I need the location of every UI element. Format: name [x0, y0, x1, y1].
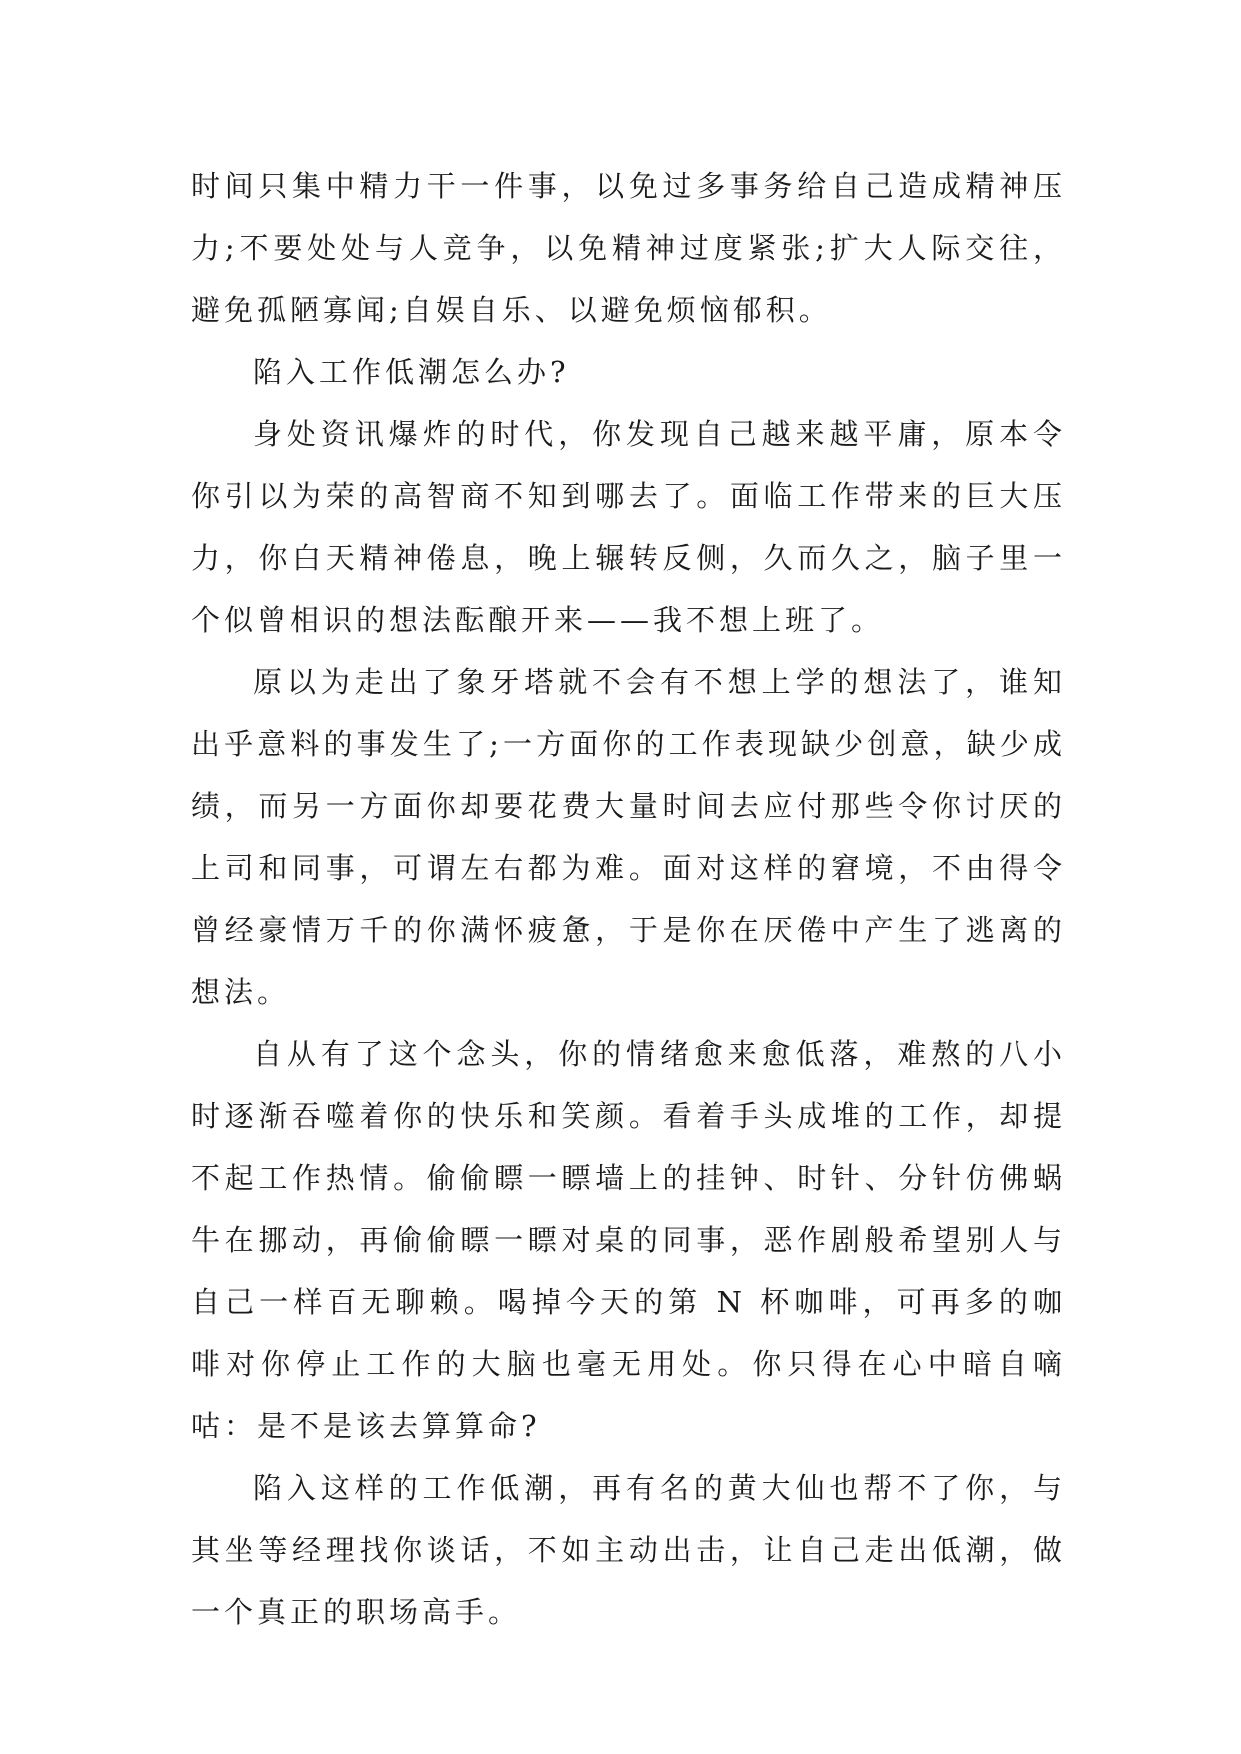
paragraph-5: 陷入这样的工作低潮，再有名的黄大仙也帮不了你，与其坐等经理找你谈话，不如主动出击，让自己走出低潮，做一个真正的职场高手。 — [191, 1471, 1066, 1629]
paragraph-1: 时间只集中精力干一件事，以免过多事务给自己造成精神压力;不要处处与人竞争，以免精神过度紧张;扩大人际交往，避免孤陋寡闻;自娱自乐、以避免烦恼郁积。 — [191, 169, 1066, 327]
paragraph-4: 自从有了这个念头，你的情绪愈来愈低落，难熬的八小时逐渐吞噬着你的快乐和笑颜。看着手头成堆的工作，却提不起工作热情。偷偷瞟一瞟墙上的挂钟、时针、分针仿佛蜗牛在挪动，再偷偷瞟一瞟对桌的同事，恶作剧般希望别人与自己一样百无聊赖。喝掉今天的第 N 杯咖啡，可再多的咖啡对你停止工作的大脑也毫无用处。你只得在心中暗自嘀咕：是不是该去算算命? — [191, 1037, 1066, 1443]
document-body — [191, 155, 1066, 1643]
paragraph-3: 原以为走出了象牙塔就不会有不想上学的想法了，谁知出乎意料的事发生了;一方面你的工作表现缺少创意，缺少成绩，而另一方面你却要花费大量时间去应付那些令你讨厌的上司和同事，可谓左右都为难。面对这样的窘境，不由得令曾经豪情万千的你满怀疲惫，于是你在厌倦中产生了逃离的想法。 — [191, 665, 1066, 1009]
section-heading: 陷入工作低潮怎么办? — [253, 355, 570, 389]
paragraph-2: 身处资讯爆炸的时代，你发现自己越来越平庸，原本令你引以为荣的高智商不知到哪去了。面临工作带来的巨大压力，你白天精神倦息，晚上辗转反侧，久而久之，脑子里一个似曾相识的想法酝酿开来——我不想上班了。 — [191, 417, 1066, 637]
